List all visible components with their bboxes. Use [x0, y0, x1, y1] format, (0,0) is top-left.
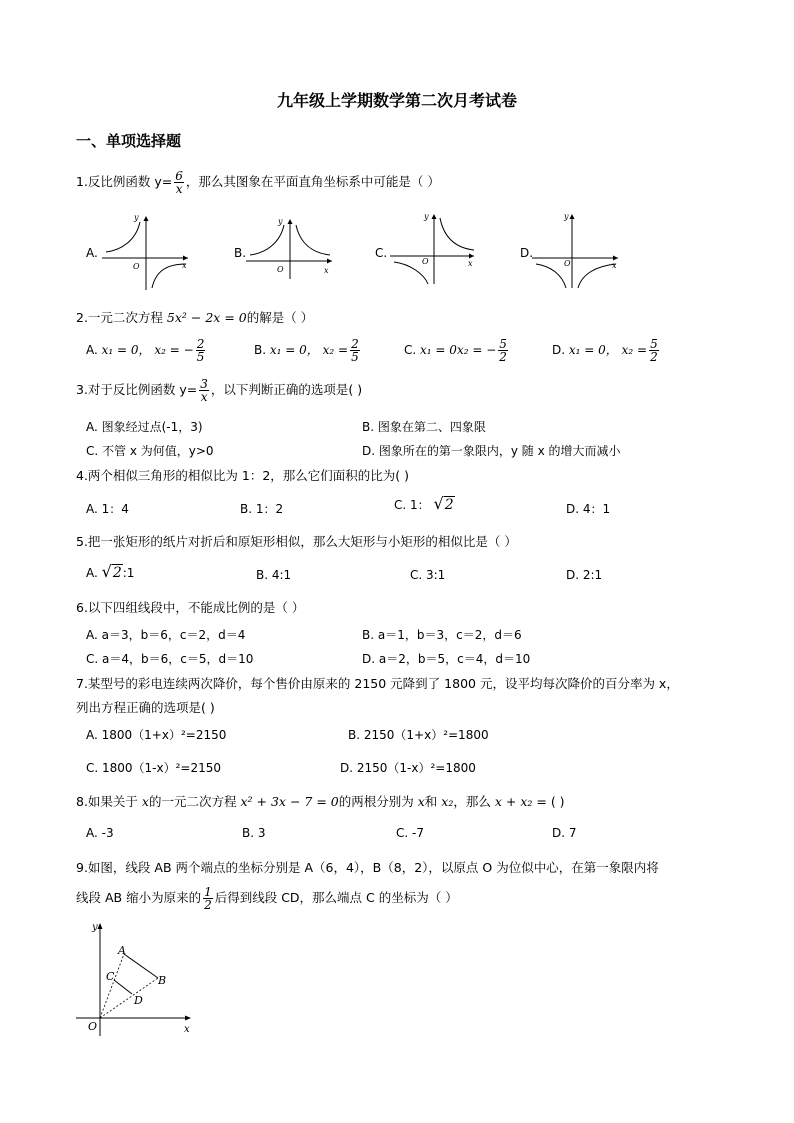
- q3-option-b: B. 图象在第二、四象限: [362, 420, 486, 434]
- q8-root-1: x: [417, 794, 425, 809]
- question-2-stem: [76, 308, 313, 326]
- q8-var-x: x: [141, 794, 149, 809]
- section-heading: 一、单项选择题: [76, 132, 182, 150]
- q4-option-d: D. 4：1: [566, 502, 611, 516]
- q1-frac-num: 6: [175, 169, 183, 183]
- q9-frac-den: 2: [204, 898, 212, 912]
- q1-graph-c: [388, 210, 480, 286]
- q2-a-x1: x₁ = 0，: [101, 343, 151, 357]
- q8-option-a: A. -3: [86, 826, 114, 840]
- q5-a-label: A.: [86, 566, 98, 580]
- q2-c-frac: [498, 338, 508, 363]
- q8-option-b: B. 3: [242, 826, 266, 840]
- q2-b-x1: x₁ = 0，: [269, 343, 319, 357]
- question-9-stem-line2: [76, 886, 458, 911]
- q2-option-d: [552, 338, 661, 363]
- q1-option-a-label: A.: [86, 246, 98, 260]
- q3-frac-num: 3: [200, 377, 208, 391]
- q6-option-d: D. a＝2，b＝5，c＝4，d＝10: [362, 652, 531, 666]
- q3-suffix: ，以下判断正确的选项是( ): [210, 382, 363, 397]
- q2-d-x2: x₂ =: [621, 343, 648, 357]
- q8-p3: 的两根分别为: [338, 794, 414, 809]
- q1a-axis-x: x: [182, 261, 187, 270]
- q1b-origin: O: [277, 265, 284, 274]
- q2-a-label: A.: [86, 343, 98, 357]
- q8-p1: 8.如果关于: [76, 794, 138, 809]
- q9-line2-prefix: 线段 AB 缩小为原来的: [76, 890, 202, 905]
- q1-option-c-label: C.: [375, 246, 388, 260]
- question-8-stem: [76, 792, 565, 810]
- q2-b-x2: x₂ =: [322, 343, 349, 357]
- q9-label-o: O: [88, 1020, 98, 1033]
- q1-frac-den: x: [175, 182, 183, 196]
- q1b-axis-x: x: [324, 266, 329, 275]
- q1-graph-d: [530, 210, 622, 290]
- q8-p5: ，那么: [453, 794, 491, 809]
- q3-option-a: A. 图象经过点(-1，3): [86, 420, 203, 434]
- q5-a-radicand: 2: [112, 565, 122, 581]
- q6-option-c: C. a＝4，b＝6，c＝5，d＝10: [86, 652, 254, 666]
- q9-fraction: [203, 886, 213, 911]
- q3-prefix: 3.对于反比例函数 y=: [76, 382, 198, 397]
- q2-c-label: C.: [404, 343, 417, 357]
- q4-option-b: B. 1：2: [240, 502, 284, 516]
- question-4-stem: 4.两个相似三角形的相似比为 1：2，那么它们面积的比为( ): [76, 468, 410, 483]
- q3-option-c: C. 不管 x 为何值，y>0: [86, 444, 214, 458]
- q1d-origin: O: [564, 259, 571, 268]
- question-6-stem: 6.以下四组线段中，不能成比例的是（ ）: [76, 600, 305, 615]
- q5-a-suffix: :1: [122, 566, 135, 580]
- q8-equation: x² + 3x − 7 = 0: [240, 794, 339, 809]
- q2-equation: 5x² − 2x = 0: [166, 310, 247, 325]
- q2-prefix: 2.一元二次方程: [76, 310, 163, 325]
- q2-d-label: D.: [552, 343, 566, 357]
- q2-c-x2: x₂ = −: [456, 343, 497, 357]
- page-title: 九年级上学期数学第二次月考试卷: [276, 91, 517, 110]
- question-9-stem-line1: 9.如图，线段 AB 两个端点的坐标分别是 A（6，4），B（8，2），以原点 O 为位似中心，在第一象限内将: [76, 860, 659, 875]
- question-7-stem-line1: 7.某型号的彩电连续两次降价，每个售价由原来的 2150 元降到了 1800 元，设平均每次降价的百分率为 x，: [76, 676, 679, 691]
- q9-label-x: x: [184, 1024, 190, 1035]
- q1a-origin: O: [133, 262, 140, 271]
- q2-c-frac-num: 5: [499, 337, 507, 351]
- q2-option-b: [254, 338, 362, 363]
- q4-c-radicand: 2: [444, 497, 454, 513]
- q8-p4: 和: [424, 794, 438, 809]
- q1c-origin: O: [422, 257, 429, 266]
- q4-option-a: A. 1：4: [86, 502, 129, 516]
- q9-label-y: y: [92, 922, 98, 933]
- q1c-axis-y: y: [424, 212, 429, 221]
- q7-option-d: D. 2150（1-x）²=1800: [340, 761, 476, 775]
- question-3-stem: [76, 378, 362, 403]
- q8-root-2: x₂: [441, 794, 454, 809]
- q4-c-label: C. 1：: [394, 498, 430, 512]
- q2-a-x2: x₂ = −: [154, 343, 194, 357]
- q1d-axis-x: x: [612, 261, 617, 270]
- q5-a-sqrt: √2: [101, 562, 122, 581]
- q9-line2-suffix: 后得到线段 CD，那么端点 C 的坐标为（ ）: [214, 890, 458, 905]
- q2-a-frac: [196, 338, 206, 363]
- q1-fraction: [174, 170, 184, 195]
- q9-label-c: C: [106, 970, 115, 983]
- q7-option-c: C. 1800（1-x）²=2150: [86, 761, 222, 775]
- q9-frac-num: 1: [204, 885, 212, 899]
- q7-option-b: B. 2150（1+x）²=1800: [348, 728, 489, 742]
- q2-b-frac-den: 5: [351, 350, 359, 364]
- q8-sum: x + x₂ =: [494, 794, 547, 809]
- q2-suffix: 的解是（ ）: [246, 310, 314, 325]
- q1b-axis-y: y: [278, 217, 283, 226]
- q2-d-x1: x₁ = 0，: [568, 343, 618, 357]
- q1-graph-a: [100, 212, 192, 292]
- q1-graph-b: [244, 215, 336, 281]
- q4-c-sqrt: √2: [433, 494, 454, 513]
- q6-option-b: B. a＝1，b＝3，c＝2，d＝6: [362, 628, 522, 642]
- q2-c-x1: x₁ = 0: [420, 343, 457, 357]
- q8-p6: ( ): [550, 794, 565, 809]
- q9-label-d: D: [134, 994, 143, 1007]
- q8-p2: 的一元二次方程: [148, 794, 237, 809]
- question-5-stem: 5.把一张矩形的纸片对折后和原矩形相似，那么大矩形与小矩形的相似比是（ ）: [76, 534, 517, 549]
- q5-option-b: B. 4:1: [256, 568, 292, 582]
- q2-b-label: B.: [254, 343, 267, 357]
- q3-option-d: D. 图象所在的第一象限内，y 随 x 的增大而减小: [362, 444, 621, 458]
- q1-prefix: 1.反比例函数 y=: [76, 174, 173, 189]
- q1a-axis-y: y: [134, 213, 139, 222]
- q1d-axis-y: y: [564, 212, 569, 221]
- q2-a-frac-den: 5: [196, 350, 205, 364]
- q1c-axis-x: x: [468, 259, 473, 268]
- q2-b-frac: [350, 338, 360, 363]
- q5-option-a: [86, 562, 134, 581]
- q2-d-frac-num: 5: [650, 337, 658, 351]
- q2-d-frac: [649, 338, 659, 363]
- q9-label-b: B: [158, 974, 167, 987]
- q1-suffix: ，那么其图象在平面直角坐标系中可能是（ ）: [185, 174, 440, 189]
- q2-d-frac-den: 2: [650, 350, 658, 364]
- q1-option-b-label: B.: [234, 246, 247, 260]
- q3-fraction: [199, 378, 209, 403]
- q9-figure: [72, 918, 202, 1038]
- q1-option-d-label: D.: [520, 246, 534, 260]
- q2-b-frac-num: 2: [351, 337, 359, 351]
- q6-option-a: A. a＝3，b＝6，c＝2，d＝4: [86, 628, 246, 642]
- q4-option-c: [394, 494, 455, 513]
- q8-option-d: D. 7: [552, 826, 577, 840]
- q9-label-a: A: [118, 944, 126, 957]
- q8-option-c: C. -7: [396, 826, 424, 840]
- q5-option-c: C. 3:1: [410, 568, 446, 582]
- q2-c-frac-den: 2: [499, 350, 507, 364]
- q5-option-d: D. 2:1: [566, 568, 603, 582]
- q2-a-frac-num: 2: [196, 337, 205, 351]
- q2-option-c: [404, 338, 510, 363]
- q3-frac-den: x: [200, 390, 208, 404]
- q2-option-a: [86, 338, 207, 363]
- question-1-stem: [76, 170, 440, 195]
- question-7-stem-line2: 列出方程正确的选项是( ): [76, 700, 215, 715]
- q7-option-a: A. 1800（1+x）²=2150: [86, 728, 227, 742]
